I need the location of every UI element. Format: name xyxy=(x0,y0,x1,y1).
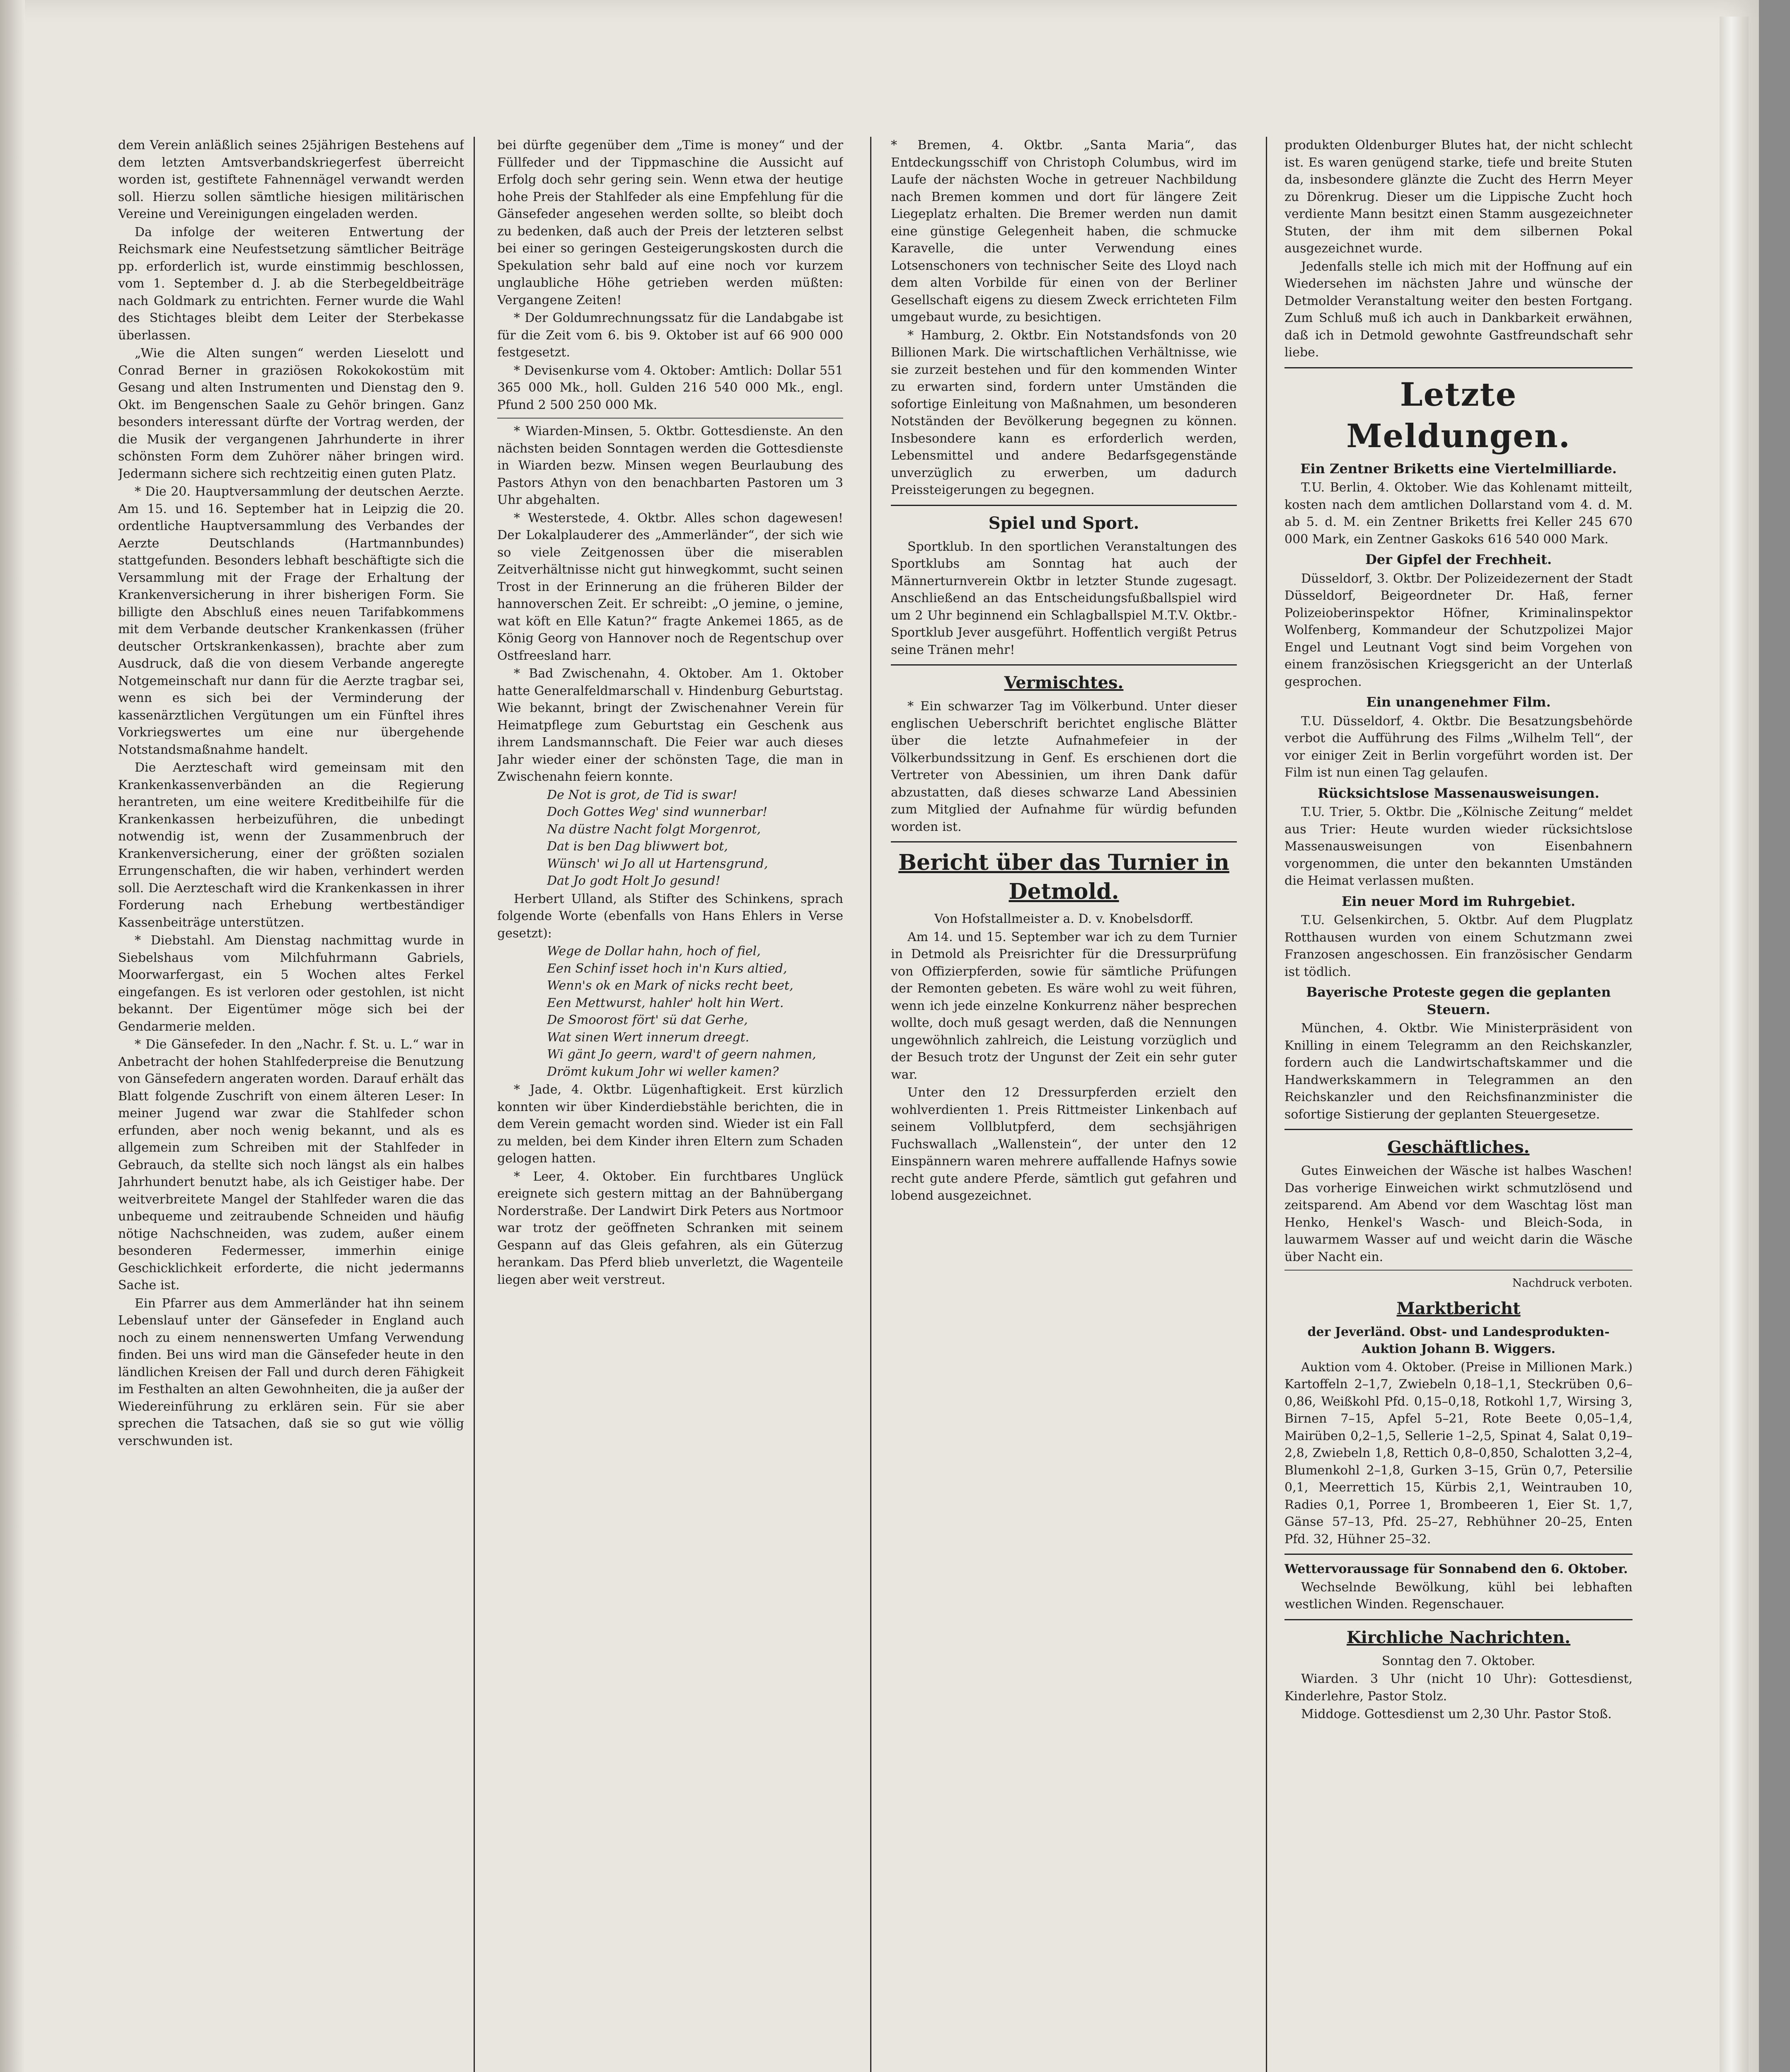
section-heading-sport: Spiel und Sport. xyxy=(988,513,1139,533)
article-text: * Der Goldumrechnungssatz für die Landabgabe ist für die Zeit vom 6. bis 9. Oktober ist auf 66 900 000 festgesetzt. xyxy=(497,311,843,360)
article-text: T.U. Berlin, 4. Oktober. Wie das Kohlenamt mitteilt, kosten nach dem amtlichen Dollarstand vom 4. d. M. ab 5. d. M. ein Zentner Briketts frei Keller 245 670 000 Mark, ein Zentner Gaskoks 616 540 000 Mark. xyxy=(1284,480,1633,547)
divider xyxy=(497,418,843,419)
section-heading-kirchliche: Kirchliche Nachrichten. xyxy=(1346,1627,1571,1647)
news-subheading: Ein neuer Mord im Ruhrgebiet. xyxy=(1341,893,1576,909)
news-subheading: Ein Zentner Briketts eine Viertelmilliarde. xyxy=(1300,460,1617,477)
article-text: Ein Pfarrer aus dem Ammerländer hat ihn seinem Lebenslauf unter der Gänsefeder in England auch noch zu einem nennenswerten Umfang Verwendung finden. Bei uns wird man die Gänsefeder heute in den ländlichen Kreisen der Fall und durch deren Fähigkeit im Festhalten an alten Gewohnheiten, die ja außer der Wiedereinführung zu erklären sein. Für sie aber sprechen die Tatsachen, daß sie so gut wie völlig verschwunden ist. xyxy=(118,1296,464,1448)
section-heading-letzte-meldungen: Letzte Meldungen. xyxy=(1346,375,1571,455)
article-text: Sportklub. In den sportlichen Veranstaltungen des Sportklubs am Sonntag hat auch der Männerturnverein Oktbr in letzter Stunde zugesagt. Anschließend an das Entscheidungsfußballspiel wird um 2 Uhr beginnend ein Schlagballspiel M.T.V. Oktbr.-Sportklub Jever ausgeführt. Hoffentlich vergißt Petrus seine Tränen mehr! xyxy=(891,539,1237,657)
article-text: bei dürfte gegenüber dem „Time is money“ und der Füllfeder und der Tippmaschine die Aussicht auf Erfolg doch sehr gering sein. Wenn etwa der heutige hohe Preis der Stahlfeder als eine Empfehlung für die Gänsefeder angesehen werden sollte, so bleibt doch zu bedenken, daß auch der Preis der letzteren selbst bei einer so geringen Gesteigerungskosten durch die Spekulation sehr bald auf eine noch vor kurzem unglaubliche Höhe getrieben werden müßten: Vergangene Zeiten! xyxy=(497,138,843,307)
article-text: Herbert Ulland, als Stifter des Schinkens, sprach folgende Worte (ebenfalls von Hans Ehlers in Verse gesetzt): xyxy=(497,891,843,941)
article-text: T.U. Gelsenkirchen, 5. Oktbr. Auf dem Plugplatz Rotthausen wurden von einem Schutzmann zwei Franzosen angeschossen. Ein französischer Gendarm ist tödlich. xyxy=(1284,913,1633,979)
divider xyxy=(1284,1554,1633,1555)
column-3 xyxy=(891,137,1237,2072)
section-heading-marktbericht: Marktbericht xyxy=(1396,1298,1521,1318)
page-edge xyxy=(1720,17,1749,2072)
news-subheading: Der Gipfel der Frechheit. xyxy=(1365,552,1552,567)
article-text: T.U. Düsseldorf, 4. Oktbr. Die Besatzungsbehörde verbot die Aufführung des Films „Wilhelm Tell“, der vor einiger Zeit in Berlin vorgeführt worden ist. Der Film ist nun einen Tag gelaufen. xyxy=(1284,714,1633,780)
article-text: Gutes Einweichen der Wäsche ist halbes Waschen! Das vorherige Einweichen wirkt schmutzlösend und zeitsparend. Am Abend vor dem Waschtag löst man Henko, Henkel's Wasch- und Bleich-Soda, in lauwarmem Wasser auf und weicht darin die Wäsche über Nacht ein. xyxy=(1284,1164,1633,1264)
article-text: * Jade, 4. Oktbr. Lügenhaftigkeit. Erst kürzlich konnten wir über Kinderdiebstähle berichten, die in dem Verein gemacht worden sind. Wieder ist ein Fall zu melden, bei dem Kinder ihren Eltern zum Schaden gelogen hatten. xyxy=(497,1082,843,1166)
article-text: * Westerstede, 4. Oktbr. Alles schon dagewesen! Der Lokalplauderer des „Ammerländer“, der sich wie so viele Zeitgenossen über die miserablen Zeitverhältnisse nicht gut hinwegkommt, sucht seinen Trost in der Erinnerung an die früheren Bilder der hannoverschen Zeit. Er schreibt: „O jemine, o jemine, wat köft en Elle Katun?“ fragte Ankemei 1865, as de König Georg von Hannover noch de Regentschup over Ostfreesland harr. xyxy=(497,511,843,663)
byline: Von Hofstallmeister a. D. v. Knobelsdorff. xyxy=(934,912,1194,926)
section-heading-geschaeftliches: Geschäftliches. xyxy=(1387,1138,1530,1157)
article-text: Da infolge der weiteren Entwertung der Reichsmark eine Neufestsetzung sämtlicher Beiträge pp. erforderlich ist, wurde einstimmig beschlossen, vom 1. September d. J. ab die Sterbegeldbeiträge nach Goldmark zu entrichten. Ferner wurde die Wahl des Stichtages bleibt dem Leiter der Sterbekasse überlassen. xyxy=(118,225,464,343)
article-text: dem Verein anläßlich seines 25jährigen Bestehens auf dem letzten Amtsverbandskriegerfest überreicht worden ist, gestiftete Fahnennägel verwandt werden soll. Hierzu sollen sämtliche hiesigen militärischen Vereine und Vereinigungen eingeladen werden. xyxy=(118,138,464,221)
column-2 xyxy=(497,137,843,2072)
article-text: * Die 20. Hauptversammlung der deutschen Aerzte. Am 15. und 16. September hat in Leipzig die 20. ordentliche Hauptversammlung des Verbandes der Aerzte Deutschlands (Hartmannbundes) stattgefunden. Besonders lebhaft beschäftigte sich die Versammlung mit der Frage der Erhaltung der Krankenversicherung in ihrer bisherigen Form. Sie billigte den Abschluß eines neuen Tarifabkommens mit dem Verbande deutscher Krankenkassen (früher deutscher Ortskrankenkassen), brachte aber zum Ausdruck, daß die von diesem Verbande angeregte Notgemeinschaft nur dann für die Aerzte tragbar sei, wenn es sich bei der Verminderung der kassenärztlichen Vergütungen um ein Fünftel ihres Vorkriegswertes um eine nur übergehende Notstandsmaßnahme handelt. xyxy=(118,484,464,757)
church-date: Sonntag den 7. Oktober. xyxy=(1381,1653,1536,1668)
market-prices: Auktion vom 4. Oktober. (Preise in Millionen Mark.) Kartoffeln 2–1,7, Zwiebeln 0,18–1,1, Steckrüben 0,6–0,86, Weißkohl Pfd. 0,15–0,18, Rotkohl 1,7, Wirsing 3, Birnen 7–15, Apfel 5–21, Rote Beete 0,05–1,4, Mairüben 0,2–1,5, Sellerie 1–2,5, Spinat 4, Salat 0,19–2,8, Zwiebeln 1,8, Rettich 0,8–0,850, Schalotten 3,2–4, Blumenkohl 2–1,8, Gurken 3–15, Grün 0,7, Petersilie 0,1, Meerrettich 15, Kürbis 2,1, Weintrauben 10, Radies 0,1, Porree 1, Brombeeren 1, Eier St. 1,7, Gänse 57–13, Pfd. 25–27, Rebhühner 20–25, Enten Pfd. 32, Hühner 25–32. xyxy=(1284,1360,1633,1547)
article-text: Die Aerzteschaft wird gemeinsam mit den Krankenkassenverbänden an die Regierung herantreten, um eine weitere Kreditbeihilfe für die Krankenkassen herbeizuführen, die unbedingt notwendig ist, wenn der Zusammenbruch der Krankenversicherung, einer der größten sozialen Errungenschaften, die wir haben, verhindert werden soll. Die Aerzteschaft wird die Krankenkassen in ihrer Forderung nach Erhebung wertbeständiger Kassenbeiträge unterstützen. xyxy=(118,760,464,930)
divider xyxy=(1284,367,1633,368)
article-text: „Wie die Alten sungen“ werden Lieselott und Conrad Berner in graziösen Rokokokostüm mit Gesang und alten Instrumenten und Dienstag den 9. Okt. im Bengenschen Saale zu Gehör bringen. Ganz besonders interessant dürfte der Vortrag werden, der die Musik der vergangenen Jahrhunderte in ihrer schönsten Form dem Zuhörer näher bringen wird. Jedermann sichere sich rechtzeitig einen guten Platz. xyxy=(118,346,464,481)
verse: Wege de Dollar hahn, hoch of fiel, Een Schinf isset hoch in'n Kurs altied, Wenn's ok en Mark of nicks recht beet, Een Mettwurst, hahler' holt hin Wert. De Smoorost fört' sü dat Gerhe, Wat sinen Wert innerum dreegt. Wi gänt Jo geern, ward't of geern nahmen, Drömt kukum Johr wi weller kamen? xyxy=(547,944,816,1079)
divider xyxy=(891,664,1237,666)
column-rule xyxy=(1266,137,1267,2072)
news-subheading: Ein unangenehmer Film. xyxy=(1366,694,1551,710)
article-text: Am 14. und 15. September war ich zu dem Turnier in Detmold als Preisrichter für die Dressurprüfung von Offizierpferden, sowie für sämtliche Prüfungen der Remonten gebeten. Es wäre wohl zu weit führen, wenn ich jede einzelne Konkurrenz näher besprechen wollte, doch muß gesagt werden, daß die Nennungen ungewöhnlich zahlreich, die Leistung vorzüglich und der Besuch trotz der Ungunst der Zeit ein sehr guter war. xyxy=(891,929,1237,1082)
article-text: München, 4. Oktbr. Wie Ministerpräsident von Knilling in einem Telegramm an den Reichskanzler, fordern auch die Landwirtschaftskammer und die Handwerkskammern in Telegrammen an den Reichskanzler und den Reichsfinanzminister die sofortige Sistierung der geplanten Steuergesetze. xyxy=(1284,1021,1633,1122)
divider xyxy=(891,841,1237,842)
church-entry: Middoge. Gottesdienst um 2,30 Uhr. Pastor Stoß. xyxy=(1301,1707,1612,1721)
article-text: * Wiarden-Minsen, 5. Oktbr. Gottesdienste. An den nächsten beiden Sonntagen werden die Gottesdienste in Wiarden bezw. Minsen wegen Beurlaubung des Pastors Athyn von den benachbarten Pastoren um 3 Uhr abgehalten. xyxy=(497,424,843,507)
article-text: produkten Oldenburger Blutes hat, der nicht schlecht ist. Es waren genügend starke, tiefe und breite Stuten da, insbesondere glänzte die Zucht des Herrn Meyer zu Dörenkrug. Dieser um die Lippische Zucht hoch verdiente Mann besitzt einen Stamm ausgezeichneter Stuten, der ihm mit dem silbernen Pokal ausgezeichnet wurde. xyxy=(1284,138,1633,256)
weather-heading: Wettervoraussage für Sonnabend den 6. Oktober. xyxy=(1284,1562,1628,1576)
article-text: Jedenfalls stelle ich mich mit der Hoffnung auf ein Wiedersehen im nächsten Jahre und wünsche der Detmolder Veranstaltung weiter den besten Fortgang. Zum Schluß muß ich auch in Dankbarkeit erwähnen, daß ich in Detmold gewohnte Gastfreundschaft sehr liebe. xyxy=(1284,259,1633,360)
divider xyxy=(1284,1129,1633,1130)
divider xyxy=(891,505,1237,506)
market-subheading: der Jeverländ. Obst- und Landesprodukten-Auktion Johann B. Wiggers. xyxy=(1307,1324,1610,1356)
article-text: * Bad Zwischenahn, 4. Oktober. Am 1. Oktober hatte Generalfeldmarschall v. Hindenburg Geburtstag. Wie bekannt, bringt der Zwischenahner Verein für Heimatpflege zum Geburtstag ein Geschenk aus ihrem Landsmannschaft. Die Feier war auch dieses Jahr wieder einer der schönsten Tage, die man in Zwischenahn feiern konnte. xyxy=(497,666,843,784)
reprint-note: Nachdruck verboten. xyxy=(1512,1277,1633,1290)
article-heading-turnier: Bericht über das Turnier in Detmold. xyxy=(898,850,1229,904)
article-text: * Ein schwarzer Tag im Völkerbund. Unter dieser englischen Ueberschrift berichtet englische Blätter über die letzte Aufnahmefeier in der Völkerbundssitzung in Genf. Es erschienen dort die Vertreter von Abessinien, um ihren Dank dafür abzustatten, daß dieses schwarze Land Abessinien zum Mitglied der Aufnahme für würdig befunden worden ist. xyxy=(891,699,1237,834)
divider xyxy=(1284,1619,1633,1620)
column-4 xyxy=(1284,137,1633,2072)
article-text: * Leer, 4. Oktober. Ein furchtbares Unglück ereignete sich gestern mittag an der Bahnübergang Norderstraße. Der Landwirt Dirk Peters aus Nortmoor war trotz der geöffneten Schranken mit seinem Gespann auf das Gleis gefahren, als ein Güterzug herankam. Das Pferd blieb unverletzt, die Wagenteile liegen aber weit verstreut. xyxy=(497,1169,843,1287)
article-text: T.U. Trier, 5. Oktbr. Die „Kölnische Zeitung“ meldet aus Trier: Heute wurden wieder rücksichtslose Massenausweisungen von Eisenbahnern vorgenommen, die unter den bekannten Umständen die Heimat verlassen mußten. xyxy=(1284,805,1633,888)
column-1 xyxy=(118,137,464,2072)
verse: De Not is grot, de Tid is swar! Doch Gottes Weg' sind wunnerbar! Na düstre Nacht folgt Morgenrot, Dat is ben Dag bliwwert bot, Wünsch' wi Jo all ut Hartensgrund, Dat Jo godt Holt Jo gesund! xyxy=(547,787,768,888)
article-text: Unter den 12 Dressurpferden erzielt den wohlverdienten 1. Preis Rittmeister Linkenbach auf seinem Vollblutpferd, dem sechsjährigen Fuchswallach „Wallenstein“, der unter den 12 Einspännern waren mehrere auffallende Hafnys sowie recht gute andere Pferde, sämtlich gut gefahren und lobend ausgezeichnet. xyxy=(891,1085,1237,1203)
article-text: Düsseldorf, 3. Oktbr. Der Polizeidezernent der Stadt Düsseldorf, Beigeordneter Dr. Haß, ferner Polizeioberinspektor Höfner, Kriminalinspektor Wolfenberg, Kommandeur der Schutzpolizei Major Engel und Leutnant Vogt sind beim Vorgehen von einem französischen Kriegsgericht an der Unterlaß gesprochen. xyxy=(1284,571,1633,689)
news-subheading: Bayerische Proteste gegen die geplanten Steuern. xyxy=(1306,984,1611,1017)
page-spine xyxy=(0,0,25,2072)
news-subheading: Rücksichtslose Massenausweisungen. xyxy=(1318,785,1599,801)
article-text: * Hamburg, 2. Oktbr. Ein Notstandsfonds von 20 Billionen Mark. Die wirtschaftlichen Verhältnisse, wie sie zurzeit bestehen und für den kommenden Winter zu erwarten sind, fordern unter Umständen die sofortige Einleitung von Maßnahmen, um besonderen Notständen der Bevölkerung begegnen zu können. Insbesondere kann es erforderlich werden, Lebensmittel und andere Bedarfsgegenstände unverzüglich zu erwerben, um dadurch Preissteigerungen zu begegnen. xyxy=(891,328,1237,497)
church-entry: Wiarden. 3 Uhr (nicht 10 Uhr): Gottesdienst, Kinderlehre, Pastor Stolz. xyxy=(1284,1672,1633,1704)
column-rule xyxy=(870,137,871,2072)
divider xyxy=(1284,1270,1633,1271)
article-text: * Die Gänsefeder. In den „Nachr. f. St. u. L.“ war in Anbetracht der hohen Stahlfederpreise die Benutzung von Gänsefedern angeraten worden. Darauf erhält das Blatt folgende Zuschrift von einem älteren Leser: In meiner Jugend war zwar die Stahlfeder schon erfunden, aber noch wenig bekannt, und als es allgemein zum Schreiben mit der Stahlfeder in Gebrauch, da stellte sich noch längst als ein halbes Jahrhundert benutzt habe, als ich Geistiger habe. Der weitverbreitete Mangel der Stahlfeder waren die das unbequeme und zeitraubende Schneiden und häufig nötige Nachschneiden, was zudem, außer einem besonderen Federmesser, immerhin einige Geschicklichkeit erforderte, die nicht jedermanns Sache ist. xyxy=(118,1037,464,1293)
column-rule xyxy=(474,137,475,2072)
article-text: * Devisenkurse vom 4. Oktober: Amtlich: Dollar 551 365 000 Mk., holl. Gulden 216 540 000 Mk., engl. Pfund 2 500 250 000 Mk. xyxy=(497,363,843,412)
section-heading-vermischtes: Vermischtes. xyxy=(1004,673,1124,692)
weather-text: Wechselnde Bewölkung, kühl bei lebhaften westlichen Winden. Regenschauer. xyxy=(1284,1580,1633,1612)
article-text: * Bremen, 4. Oktbr. „Santa Maria“, das Entdeckungsschiff von Christoph Columbus, wird im Laufe der nächsten Woche in getreuer Nachbildung nach Bremen kommen und dort für längere Zeit Liegeplatz erhalten. Die Bremer werden nun damit eine günstige Gelegenheit haben, die schmucke Karavelle, die unter Verwendung eines Lotsenschoners von technischer Seite des Lloyd nach dem alten Vorbilde für einen von der Berliner Gesellschaft eigens zu diesem Zweck errichteten Film umgebaut wurde, zu besichtigen. xyxy=(891,138,1237,324)
article-text: * Diebstahl. Am Dienstag nachmittag wurde in Siebelshaus vom Milchfuhrmann Gabriels, Moorwarfergast, ein 5 Wochen altes Ferkel eingefangen. Es ist verloren oder gestohlen, ist nicht bekannt. Der Eigentümer möge sich bei der Gendarmerie melden. xyxy=(118,933,464,1034)
